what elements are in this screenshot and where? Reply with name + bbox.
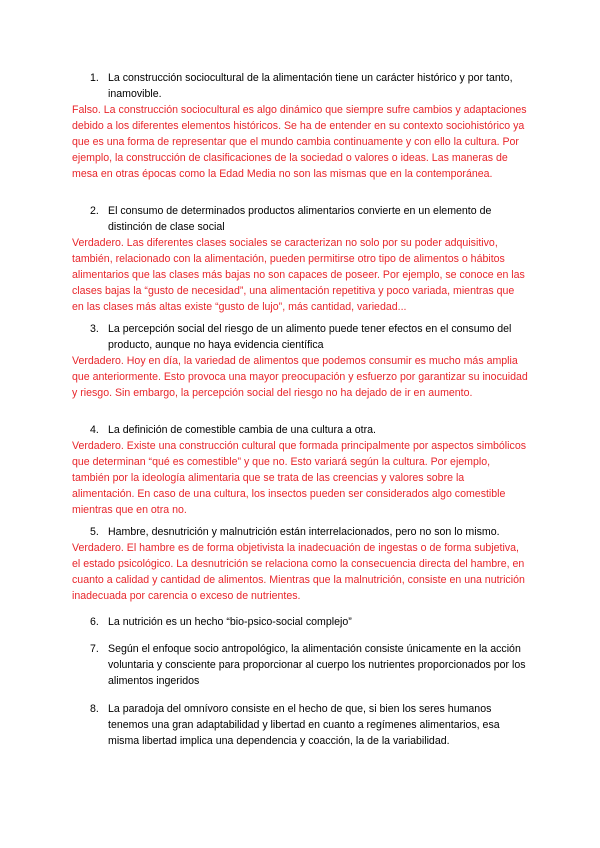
question-number-1: 1. (90, 72, 99, 84)
question-1 (72, 70, 528, 102)
question-2 (72, 203, 528, 235)
question-6 (72, 614, 528, 630)
question-text-1: La construcción sociocultural de la alimentación tiene un carácter histórico y por tanto, inamovible. (108, 72, 513, 100)
answer-3: Verdadero. Hoy en día, la variedad de alimentos que podemos consumir es mucho más amplia que anteriormente. Esto provoca una mayor preocupación y esfuerzo por garantizar su inocuidad y riesgo. Sin embargo, la percepción social del riesgo no ha dejado de ir en aumento. (72, 355, 528, 399)
question-4 (72, 422, 528, 438)
answer-2: Verdadero. Las diferentes clases sociales se caracterizan no solo por su poder adquisitivo, también, relacionado con la alimentación, pueden permitirse otro tipo de alimentos o hábitos alimentarios que las clases más bajas no son capaces de poseer. Por ejemplo, se conoce en las clases bajas la “gusto de necesidad”, una alimentación repetitiva y poco variada, mientras que en las clases más altas existe “gusto de lujo”, más cantidad, variedad... (72, 237, 525, 313)
question-text-7: Según el enfoque socio antropológico, la alimentación consiste únicamente en la acción voluntaria y consciente para proporcionar al cuerpo los nutrientes proporcionados por los alimentos ingeridos (108, 643, 526, 687)
question-number-4: 4. (90, 424, 99, 436)
question-text-6: La nutrición es un hecho “bio-psico-social complejo” (108, 616, 352, 628)
question-item-7 (72, 641, 528, 689)
question-item-6 (72, 614, 528, 630)
question-text-8: La paradoja del omnívoro consiste en el hecho de que, si bien los seres humanos tenemos una gran adaptabilidad y libertad en cuanto a regímenes alimentarios, esa misma libertad implica una dependencia y coacción, la de la variabilidad. (108, 703, 500, 747)
question-text-3: La percepción social del riesgo de un alimento puede tener efectos en el consumo del producto, aunque no haya evidencia científica (108, 323, 512, 351)
question-item-4 (72, 422, 528, 518)
question-text-2: El consumo de determinados productos alimentarios convierte en un elemento de distinción de clase social (108, 205, 492, 233)
question-number-5: 5. (90, 526, 99, 538)
question-number-6: 6. (90, 616, 99, 628)
question-number-7: 7. (90, 643, 99, 655)
question-text-4: La definición de comestible cambia de una cultura a otra. (108, 424, 376, 436)
answer-5: Verdadero. El hambre es de forma objetivista la inadecuación de ingestas o de forma subjetiva, el estado psicológico. La desnutrición se relaciona como la consecuencia directa del hambre, en cuanto a calidad y cantidad de alimentos. Mientras que la malnutrición, consiste en una nutrición inadecuada por carencia o exceso de nutrientes. (72, 542, 525, 602)
question-item-2 (72, 203, 528, 315)
question-number-3: 3. (90, 323, 99, 335)
question-5 (72, 524, 528, 540)
answer-1: Falso. La construcción sociocultural es algo dinámico que siempre sufre cambios y adaptaciones debido a los diferentes elementos históricos. Se ha de entender en su contexto sociohistórico ya que es una forma de representar que el mundo cambia continuamente y con ello la cultura. Por ejemplo, la construcción de clasificaciones de la sociedad o valores o ideas. Las maneras de mesa en otras épocas como la Edad Media no son las mismas que en la contemporánea. (72, 104, 527, 180)
answer-4: Verdadero. Existe una construcción cultural que formada principalmente por aspectos simbólicos que determinan “qué es comestible” y que no. Esto variará según la cultura. Por ejemplo, también por la ideología alimentaria que se trata de las creencias y valores sobre la alimentación. En caso de una cultura, los insectos pueden ser considerados algo comestible mientras que en otra no. (72, 440, 527, 516)
question-item-5 (72, 524, 528, 604)
question-item-1 (72, 70, 528, 182)
question-7 (72, 641, 528, 689)
question-3 (72, 321, 528, 353)
question-item-3 (72, 321, 528, 401)
question-number-8: 8. (90, 703, 99, 715)
question-item-8 (72, 701, 528, 749)
question-8 (72, 701, 528, 749)
question-number-2: 2. (90, 205, 99, 217)
question-text-5: Hambre, desnutrición y malnutrición están interrelacionados, pero no son lo mismo. (108, 526, 500, 538)
